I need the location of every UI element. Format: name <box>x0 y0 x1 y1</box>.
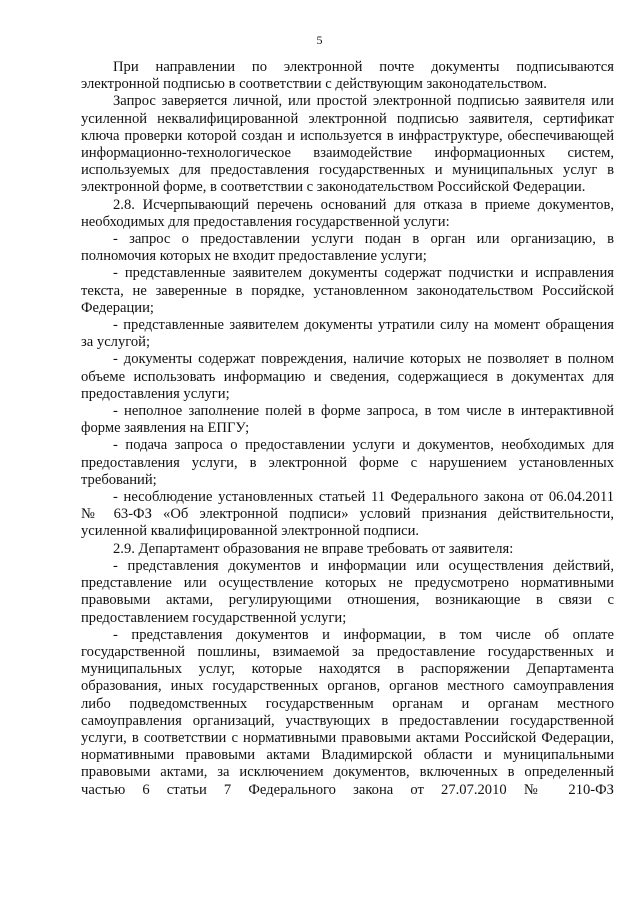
list-item-expired-documents: - представленные заявителем документы утратили силу на момент обращения за услугой; <box>81 317 614 351</box>
paragraph-request-signature: Запрос заверяется личной, или простой электронной подписью заявителя или усиленной неквалифицированной электронной подписью заявителя, сертификат ключа проверки которой создан и используется в инфраструктуре, обеспечивающей информационно-технологическое взаимодействие информационных систем, используемых для предоставления государственных и муниципальных услуг в электронной форме, в соответствии с законодательством Российской Федерации. <box>81 93 614 196</box>
list-item-documents-in-possession: - представления документов и информации, в том числе об оплате государственной пошлины, взимаемой за предоставление государственных и муниципальных услуг, которые находятся в распоряжении Департамента образования, иных государственных органов, органов местного самоуправления либо подведомственных государственным органам и органам местного самоуправления организаций, участвующих в предоставлении государственной услуги, в соответствии с нормативными правовыми актами Российской Федерации, нормативными правовыми актами Владимирской области и муниципальными правовыми актами, за исключением документов, включенных в определенный частью 6 статьи 7 Федерального закона от 27.07.2010 № 210-ФЗ <box>81 626 614 798</box>
list-item-incomplete-form: - неполное заполнение полей в форме запроса, в том числе в интерактивной форме заявления на ЕПГУ; <box>81 403 614 437</box>
list-item-electronic-violation: - подача запроса о предоставлении услуги и документов, необходимых для предоставления услуги, в электронной форме с нарушением установленных требований; <box>81 437 614 488</box>
list-item-corrections: - представленные заявителем документы содержат подчистки и исправления текста, не заверенные в порядке, установленном законодательством Российской Федерации; <box>81 265 614 316</box>
list-item-damaged-documents: - документы содержат повреждения, наличие которых не позволяет в полном объеме использовать информацию и сведения, содержащиеся в документах для предоставления услуги; <box>81 351 614 402</box>
section-2-8-heading: 2.8. Исчерпывающий перечень оснований для отказа в приеме документов, необходимых для предоставления государственной услуги: <box>81 196 614 230</box>
list-item-signature-conditions: - несоблюдение установленных статьей 11 Федерального закона от 06.04.2011 № 63-ФЗ «Об электронной подписи» условий признания действительности, усиленной квалифицированной электронной подписи. <box>81 489 614 540</box>
list-item-wrong-authority: - запрос о предоставлении услуги подан в орган или организацию, в полномочия которых не входит предоставление услуги; <box>81 231 614 265</box>
page-number: 5 <box>316 33 323 47</box>
list-item-unrequired-documents: - представления документов и информации или осуществления действий, представление или осуществление которых не предусмотрено нормативными правовыми актами, регулирующими отношения, возникающие в связи с предоставлением государственной услуги; <box>81 557 614 626</box>
section-2-9-heading: 2.9. Департамент образования не вправе требовать от заявителя: <box>113 540 514 557</box>
paragraph-signature-email: При направлении по электронной почте документы подписываются электронной подписью в соответствии с действующим законодательством. <box>81 59 614 93</box>
document-body <box>81 59 614 799</box>
